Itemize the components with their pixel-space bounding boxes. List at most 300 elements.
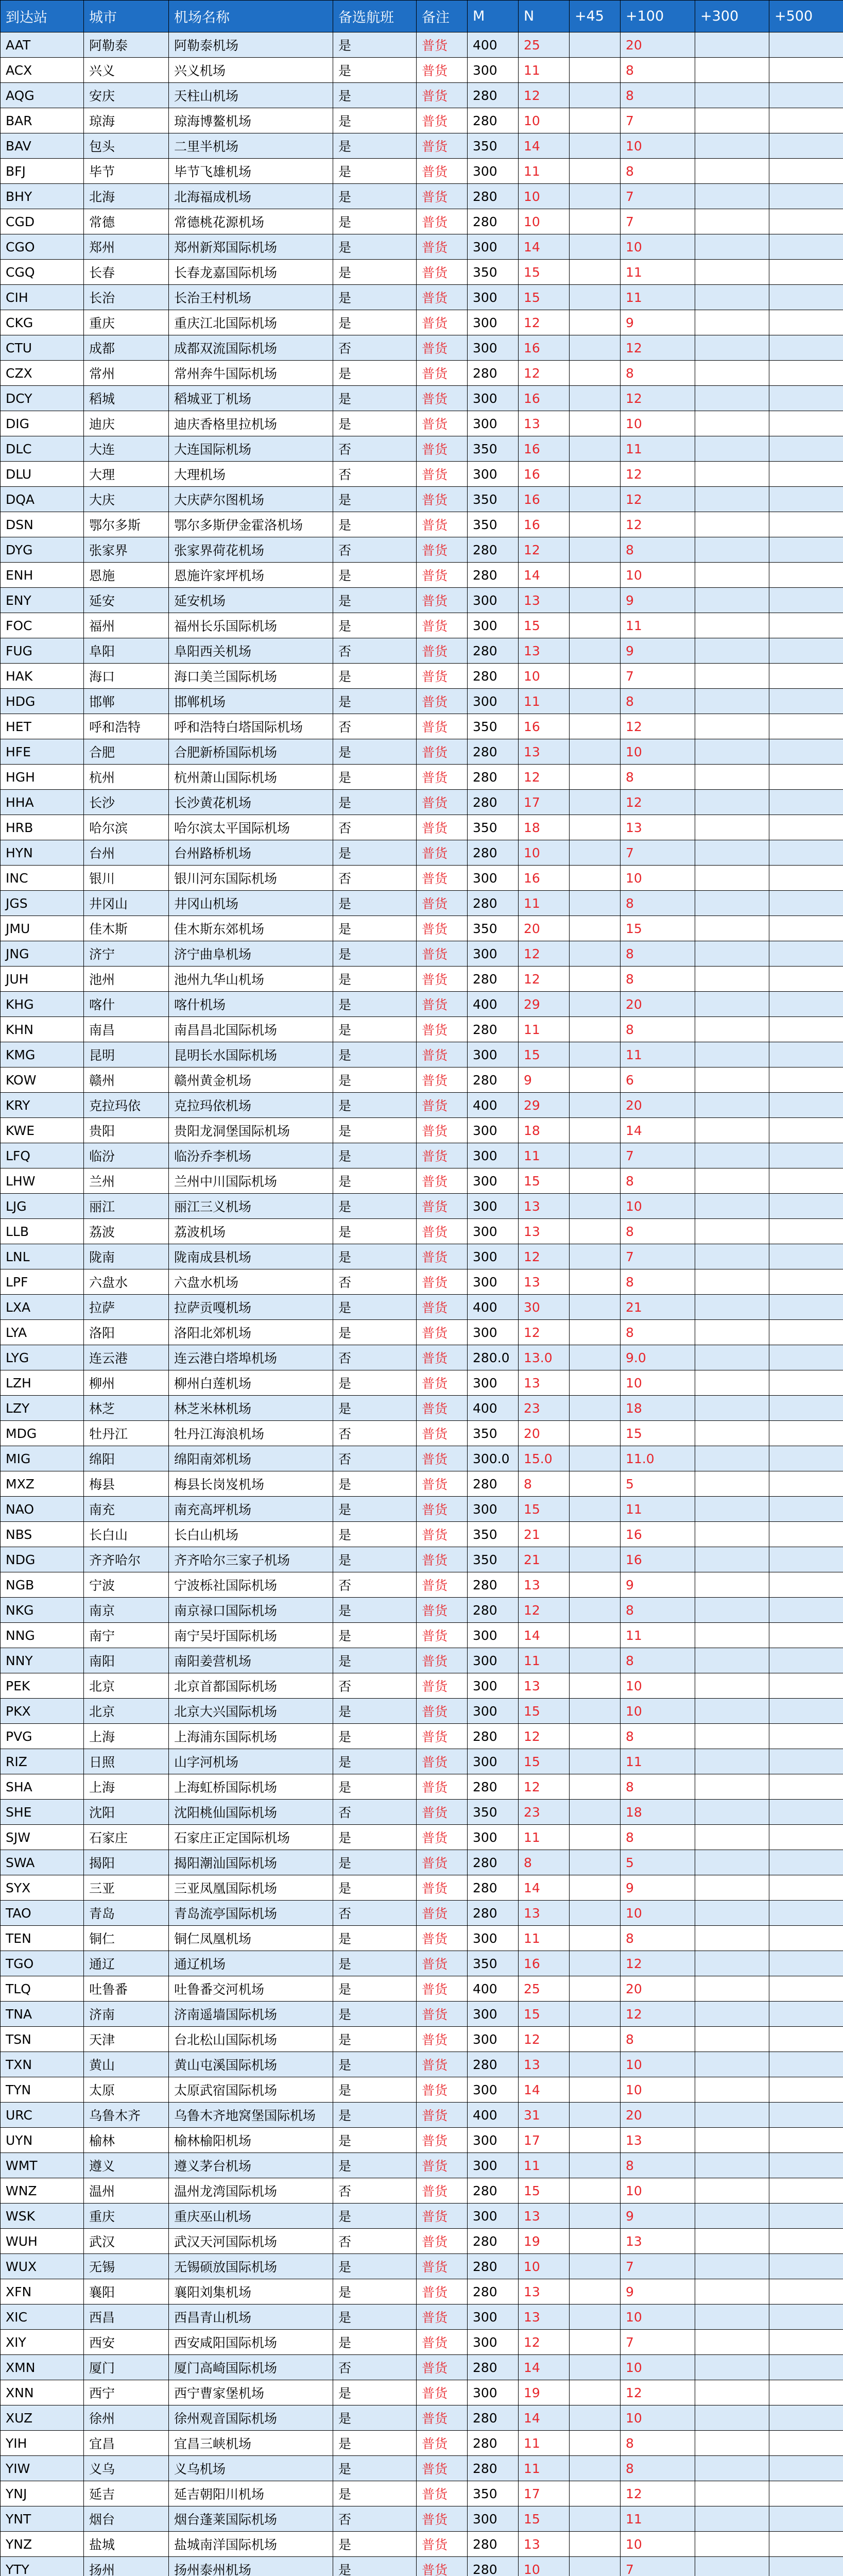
plus-45-cell[interactable] bbox=[570, 2103, 621, 2128]
airport-name-cell[interactable]: 郑州新郑国际机场 bbox=[169, 234, 333, 260]
n-cell[interactable]: 20 bbox=[519, 916, 570, 941]
remark-cell[interactable]: 普货 bbox=[417, 386, 468, 411]
m-cell[interactable]: 280 bbox=[468, 1572, 519, 1598]
remark-cell[interactable]: 普货 bbox=[417, 1017, 468, 1042]
arrival-code-cell[interactable]: HAK bbox=[1, 664, 84, 689]
city-cell[interactable]: 邯郸 bbox=[84, 689, 169, 714]
plus-500-cell[interactable] bbox=[769, 260, 843, 285]
n-cell[interactable]: 21 bbox=[519, 1522, 570, 1547]
n-cell[interactable]: 16 bbox=[519, 462, 570, 487]
airport-name-cell[interactable]: 柳州白莲机场 bbox=[169, 1370, 333, 1396]
plus-45-cell[interactable] bbox=[570, 2229, 621, 2254]
city-cell[interactable]: 佳木斯 bbox=[84, 916, 169, 941]
plus-500-cell[interactable] bbox=[769, 1724, 843, 1749]
remark-cell[interactable]: 普货 bbox=[417, 1522, 468, 1547]
plus-100-cell[interactable]: 8 bbox=[621, 1648, 695, 1673]
plus-100-cell[interactable]: 11 bbox=[621, 1042, 695, 1067]
m-cell[interactable]: 350 bbox=[468, 2481, 519, 2506]
city-cell[interactable]: 包头 bbox=[84, 133, 169, 159]
remark-cell[interactable]: 普货 bbox=[417, 260, 468, 285]
alternate-flight-cell[interactable]: 是 bbox=[333, 133, 417, 159]
table-row[interactable] bbox=[1, 1547, 843, 1572]
plus-100-cell[interactable]: 21 bbox=[621, 1295, 695, 1320]
n-cell[interactable]: 10 bbox=[519, 108, 570, 133]
alternate-flight-cell[interactable]: 否 bbox=[333, 1421, 417, 1446]
plus-300-cell[interactable] bbox=[695, 1951, 769, 1976]
plus-45-cell[interactable] bbox=[570, 1850, 621, 1875]
airport-name-cell[interactable]: 通辽机场 bbox=[169, 1951, 333, 1976]
city-cell[interactable]: 昆明 bbox=[84, 1042, 169, 1067]
city-cell[interactable]: 长治 bbox=[84, 285, 169, 310]
n-cell[interactable]: 13 bbox=[519, 1269, 570, 1295]
plus-500-cell[interactable] bbox=[769, 2077, 843, 2103]
n-cell[interactable]: 31 bbox=[519, 2103, 570, 2128]
remark-cell[interactable]: 普货 bbox=[417, 32, 468, 58]
airport-name-cell[interactable]: 揭阳潮汕国际机场 bbox=[169, 1850, 333, 1875]
table-row[interactable] bbox=[1, 1370, 843, 1396]
table-row[interactable] bbox=[1, 1219, 843, 1244]
remark-cell[interactable]: 普货 bbox=[417, 916, 468, 941]
airport-name-cell[interactable]: 北京首都国际机场 bbox=[169, 1673, 333, 1699]
m-cell[interactable]: 280 bbox=[468, 2178, 519, 2204]
table-row[interactable] bbox=[1, 1951, 843, 1976]
city-cell[interactable]: 哈尔滨 bbox=[84, 815, 169, 840]
remark-cell[interactable]: 普货 bbox=[417, 2405, 468, 2431]
plus-45-cell[interactable] bbox=[570, 1370, 621, 1396]
plus-45-cell[interactable] bbox=[570, 537, 621, 563]
table-row[interactable] bbox=[1, 184, 843, 209]
table-row[interactable] bbox=[1, 537, 843, 563]
table-row[interactable] bbox=[1, 411, 843, 436]
plus-45-cell[interactable] bbox=[570, 1421, 621, 1446]
m-cell[interactable]: 300 bbox=[468, 1269, 519, 1295]
plus-100-cell[interactable]: 15 bbox=[621, 1421, 695, 1446]
plus-500-cell[interactable] bbox=[769, 108, 843, 133]
arrival-code-cell[interactable]: AQG bbox=[1, 83, 84, 108]
plus-500-cell[interactable] bbox=[769, 2027, 843, 2052]
plus-300-cell[interactable] bbox=[695, 2229, 769, 2254]
plus-45-cell[interactable] bbox=[570, 1244, 621, 1269]
city-cell[interactable]: 厦门 bbox=[84, 2355, 169, 2380]
alternate-flight-cell[interactable]: 否 bbox=[333, 1673, 417, 1699]
alternate-flight-cell[interactable]: 是 bbox=[333, 2532, 417, 2557]
plus-300-cell[interactable] bbox=[695, 1926, 769, 1951]
plus-45-cell[interactable] bbox=[570, 1017, 621, 1042]
city-cell[interactable]: 重庆 bbox=[84, 310, 169, 335]
m-cell[interactable]: 400 bbox=[468, 992, 519, 1017]
alternate-flight-cell[interactable]: 否 bbox=[333, 1269, 417, 1295]
alternate-flight-cell[interactable]: 是 bbox=[333, 1143, 417, 1168]
remark-cell[interactable]: 普货 bbox=[417, 1194, 468, 1219]
arrival-code-cell[interactable]: YNZ bbox=[1, 2532, 84, 2557]
plus-300-cell[interactable] bbox=[695, 1850, 769, 1875]
city-cell[interactable]: 张家界 bbox=[84, 537, 169, 563]
n-cell[interactable]: 25 bbox=[519, 32, 570, 58]
n-cell[interactable]: 16 bbox=[519, 866, 570, 891]
plus-100-cell[interactable]: 20 bbox=[621, 1976, 695, 2002]
remark-cell[interactable]: 普货 bbox=[417, 2532, 468, 2557]
plus-300-cell[interactable] bbox=[695, 436, 769, 462]
m-cell[interactable]: 300 bbox=[468, 1194, 519, 1219]
arrival-code-cell[interactable]: KMG bbox=[1, 1042, 84, 1067]
n-cell[interactable]: 14 bbox=[519, 234, 570, 260]
arrival-code-cell[interactable]: KWE bbox=[1, 1118, 84, 1143]
plus-100-cell[interactable]: 20 bbox=[621, 992, 695, 1017]
plus-100-cell[interactable]: 10 bbox=[621, 563, 695, 588]
n-cell[interactable]: 16 bbox=[519, 714, 570, 739]
remark-cell[interactable]: 普货 bbox=[417, 1875, 468, 1901]
plus-300-cell[interactable] bbox=[695, 1572, 769, 1598]
plus-500-cell[interactable] bbox=[769, 1396, 843, 1421]
airport-name-cell[interactable]: 北海福成机场 bbox=[169, 184, 333, 209]
remark-cell[interactable]: 普货 bbox=[417, 840, 468, 866]
city-cell[interactable]: 稻城 bbox=[84, 386, 169, 411]
plus-100-cell[interactable]: 12 bbox=[621, 2481, 695, 2506]
remark-cell[interactable]: 普货 bbox=[417, 1370, 468, 1396]
alternate-flight-cell[interactable]: 是 bbox=[333, 487, 417, 512]
plus-500-cell[interactable] bbox=[769, 2304, 843, 2330]
plus-500-cell[interactable] bbox=[769, 866, 843, 891]
remark-cell[interactable]: 普货 bbox=[417, 1673, 468, 1699]
city-cell[interactable]: 长沙 bbox=[84, 790, 169, 815]
table-row[interactable] bbox=[1, 1396, 843, 1421]
table-row[interactable] bbox=[1, 1724, 843, 1749]
city-cell[interactable]: 洛阳 bbox=[84, 1320, 169, 1345]
table-row[interactable] bbox=[1, 1926, 843, 1951]
remark-cell[interactable]: 普货 bbox=[417, 361, 468, 386]
city-cell[interactable]: 池州 bbox=[84, 967, 169, 992]
n-cell[interactable]: 13 bbox=[519, 2304, 570, 2330]
city-cell[interactable]: 合肥 bbox=[84, 739, 169, 765]
plus-45-cell[interactable] bbox=[570, 512, 621, 537]
plus-100-cell[interactable]: 8 bbox=[621, 1598, 695, 1623]
airport-name-cell[interactable]: 延吉朝阳川机场 bbox=[169, 2481, 333, 2506]
m-cell[interactable]: 300 bbox=[468, 285, 519, 310]
plus-100-cell[interactable]: 12 bbox=[621, 714, 695, 739]
arrival-code-cell[interactable]: DIG bbox=[1, 411, 84, 436]
m-cell[interactable]: 350 bbox=[468, 815, 519, 840]
plus-100-cell[interactable]: 10 bbox=[621, 739, 695, 765]
airport-name-cell[interactable]: 南阳姜营机场 bbox=[169, 1648, 333, 1673]
plus-300-cell[interactable] bbox=[695, 1497, 769, 1522]
plus-45-cell[interactable] bbox=[570, 436, 621, 462]
plus-45-cell[interactable] bbox=[570, 1295, 621, 1320]
table-row[interactable] bbox=[1, 1850, 843, 1875]
m-cell[interactable]: 300 bbox=[468, 1673, 519, 1699]
alternate-flight-cell[interactable]: 是 bbox=[333, 664, 417, 689]
plus-500-cell[interactable] bbox=[769, 689, 843, 714]
table-row[interactable] bbox=[1, 108, 843, 133]
arrival-code-cell[interactable]: DSN bbox=[1, 512, 84, 537]
arrival-code-cell[interactable]: JMU bbox=[1, 916, 84, 941]
table-row[interactable] bbox=[1, 2052, 843, 2077]
plus-500-cell[interactable] bbox=[769, 1093, 843, 1118]
plus-100-cell[interactable]: 10 bbox=[621, 234, 695, 260]
alternate-flight-cell[interactable]: 是 bbox=[333, 108, 417, 133]
airport-name-cell[interactable]: 稻城亚丁机场 bbox=[169, 386, 333, 411]
m-cell[interactable]: 300 bbox=[468, 2128, 519, 2153]
airport-name-cell[interactable]: 荔波机场 bbox=[169, 1219, 333, 1244]
alternate-flight-cell[interactable]: 是 bbox=[333, 916, 417, 941]
alternate-flight-cell[interactable]: 否 bbox=[333, 1901, 417, 1926]
airport-name-cell[interactable]: 厦门高崎国际机场 bbox=[169, 2355, 333, 2380]
alternate-flight-cell[interactable]: 是 bbox=[333, 2380, 417, 2405]
alternate-flight-cell[interactable]: 是 bbox=[333, 411, 417, 436]
remark-cell[interactable]: 普货 bbox=[417, 1774, 468, 1800]
table-row[interactable] bbox=[1, 2204, 843, 2229]
n-cell[interactable]: 12 bbox=[519, 941, 570, 967]
arrival-code-cell[interactable]: NKG bbox=[1, 1598, 84, 1623]
n-cell[interactable]: 12 bbox=[519, 537, 570, 563]
plus-300-cell[interactable] bbox=[695, 2027, 769, 2052]
plus-45-cell[interactable] bbox=[570, 2077, 621, 2103]
plus-300-cell[interactable] bbox=[695, 108, 769, 133]
airport-name-cell[interactable]: 济南遥墙国际机场 bbox=[169, 2002, 333, 2027]
plus-45-cell[interactable] bbox=[570, 866, 621, 891]
city-cell[interactable]: 长春 bbox=[84, 260, 169, 285]
plus-300-cell[interactable] bbox=[695, 638, 769, 664]
plus-300-cell[interactable] bbox=[695, 133, 769, 159]
arrival-code-cell[interactable]: BHY bbox=[1, 184, 84, 209]
arrival-code-cell[interactable]: LYA bbox=[1, 1320, 84, 1345]
m-cell[interactable]: 300 bbox=[468, 335, 519, 361]
city-cell[interactable]: 乌鲁木齐 bbox=[84, 2103, 169, 2128]
plus-300-cell[interactable] bbox=[695, 2481, 769, 2506]
plus-500-cell[interactable] bbox=[769, 815, 843, 840]
table-row[interactable] bbox=[1, 941, 843, 967]
plus-500-cell[interactable] bbox=[769, 1017, 843, 1042]
plus-300-cell[interactable] bbox=[695, 2103, 769, 2128]
n-cell[interactable]: 15.0 bbox=[519, 1446, 570, 1471]
plus-45-cell[interactable] bbox=[570, 1598, 621, 1623]
remark-cell[interactable]: 普货 bbox=[417, 1421, 468, 1446]
city-cell[interactable]: 徐州 bbox=[84, 2405, 169, 2431]
n-cell[interactable]: 30 bbox=[519, 1295, 570, 1320]
arrival-code-cell[interactable]: YNJ bbox=[1, 2481, 84, 2506]
city-cell[interactable]: 济宁 bbox=[84, 941, 169, 967]
arrival-code-cell[interactable]: NDG bbox=[1, 1547, 84, 1572]
plus-100-cell[interactable]: 10 bbox=[621, 2178, 695, 2204]
m-cell[interactable]: 400 bbox=[468, 2103, 519, 2128]
plus-100-cell[interactable]: 9 bbox=[621, 310, 695, 335]
plus-100-cell[interactable]: 10 bbox=[621, 133, 695, 159]
city-cell[interactable]: 吐鲁番 bbox=[84, 1976, 169, 2002]
plus-45-cell[interactable] bbox=[570, 487, 621, 512]
m-cell[interactable]: 300 bbox=[468, 2077, 519, 2103]
table-row[interactable] bbox=[1, 58, 843, 83]
alternate-flight-cell[interactable]: 是 bbox=[333, 2456, 417, 2481]
airport-name-cell[interactable]: 太原武宿国际机场 bbox=[169, 2077, 333, 2103]
arrival-code-cell[interactable]: CGD bbox=[1, 209, 84, 234]
table-row[interactable] bbox=[1, 310, 843, 335]
table-row[interactable] bbox=[1, 1118, 843, 1143]
plus-500-cell[interactable] bbox=[769, 2178, 843, 2204]
table-row[interactable] bbox=[1, 386, 843, 411]
arrival-code-cell[interactable]: JNG bbox=[1, 941, 84, 967]
plus-300-cell[interactable] bbox=[695, 234, 769, 260]
arrival-code-cell[interactable]: SHE bbox=[1, 1800, 84, 1825]
airport-name-cell[interactable]: 徐州观音国际机场 bbox=[169, 2405, 333, 2431]
arrival-code-cell[interactable]: TSN bbox=[1, 2027, 84, 2052]
table-row[interactable] bbox=[1, 1320, 843, 1345]
plus-500-cell[interactable] bbox=[769, 32, 843, 58]
plus-300-cell[interactable] bbox=[695, 310, 769, 335]
airport-name-cell[interactable]: 阜阳西关机场 bbox=[169, 638, 333, 664]
alternate-flight-cell[interactable]: 是 bbox=[333, 2431, 417, 2456]
airport-name-cell[interactable]: 佳木斯东郊机场 bbox=[169, 916, 333, 941]
airport-name-cell[interactable]: 南宁吴圩国际机场 bbox=[169, 1623, 333, 1648]
alternate-flight-cell[interactable]: 是 bbox=[333, 361, 417, 386]
remark-cell[interactable]: 普货 bbox=[417, 1244, 468, 1269]
plus-100-cell[interactable]: 11 bbox=[621, 2506, 695, 2532]
plus-45-cell[interactable] bbox=[570, 815, 621, 840]
plus-500-cell[interactable] bbox=[769, 916, 843, 941]
airport-name-cell[interactable]: 山字河机场 bbox=[169, 1749, 333, 1774]
airport-name-cell[interactable]: 海口美兰国际机场 bbox=[169, 664, 333, 689]
plus-500-cell[interactable] bbox=[769, 1269, 843, 1295]
plus-100-cell[interactable]: 14 bbox=[621, 1118, 695, 1143]
airport-name-cell[interactable]: 梅县长岗岌机场 bbox=[169, 1471, 333, 1497]
alternate-flight-cell[interactable]: 否 bbox=[333, 2229, 417, 2254]
airport-name-cell[interactable]: 井冈山机场 bbox=[169, 891, 333, 916]
alternate-flight-cell[interactable]: 是 bbox=[333, 1648, 417, 1673]
m-cell[interactable]: 280 bbox=[468, 184, 519, 209]
plus-300-cell[interactable] bbox=[695, 285, 769, 310]
plus-100-cell[interactable]: 15 bbox=[621, 916, 695, 941]
airport-name-cell[interactable]: 温州龙湾国际机场 bbox=[169, 2178, 333, 2204]
city-cell[interactable]: 南京 bbox=[84, 1598, 169, 1623]
plus-300-cell[interactable] bbox=[695, 159, 769, 184]
plus-100-cell[interactable]: 12 bbox=[621, 487, 695, 512]
m-cell[interactable]: 300 bbox=[468, 1219, 519, 1244]
plus-45-cell[interactable] bbox=[570, 1926, 621, 1951]
plus-300-cell[interactable] bbox=[695, 588, 769, 613]
table-row[interactable] bbox=[1, 2456, 843, 2481]
n-cell[interactable]: 13 bbox=[519, 2532, 570, 2557]
m-cell[interactable]: 300 bbox=[468, 1648, 519, 1673]
plus-300-cell[interactable] bbox=[695, 563, 769, 588]
alternate-flight-cell[interactable]: 否 bbox=[333, 537, 417, 563]
arrival-code-cell[interactable]: LZY bbox=[1, 1396, 84, 1421]
m-cell[interactable]: 300 bbox=[468, 1244, 519, 1269]
alternate-flight-cell[interactable]: 是 bbox=[333, 613, 417, 638]
table-row[interactable] bbox=[1, 1699, 843, 1724]
plus-500-cell[interactable] bbox=[769, 1749, 843, 1774]
arrival-code-cell[interactable]: BAV bbox=[1, 133, 84, 159]
plus-100-cell[interactable]: 11 bbox=[621, 285, 695, 310]
remark-cell[interactable]: 普货 bbox=[417, 2229, 468, 2254]
plus-45-cell[interactable] bbox=[570, 1067, 621, 1093]
table-row[interactable] bbox=[1, 891, 843, 916]
city-cell[interactable]: 拉萨 bbox=[84, 1295, 169, 1320]
arrival-code-cell[interactable]: BAR bbox=[1, 108, 84, 133]
alternate-flight-cell[interactable]: 是 bbox=[333, 2481, 417, 2506]
table-row[interactable] bbox=[1, 1749, 843, 1774]
alternate-flight-cell[interactable]: 是 bbox=[333, 891, 417, 916]
plus-500-cell[interactable] bbox=[769, 411, 843, 436]
column-header-plus-300[interactable]: +300 bbox=[695, 1, 769, 32]
plus-100-cell[interactable]: 8 bbox=[621, 891, 695, 916]
remark-cell[interactable]: 普货 bbox=[417, 2506, 468, 2532]
plus-100-cell[interactable]: 8 bbox=[621, 2431, 695, 2456]
plus-500-cell[interactable] bbox=[769, 234, 843, 260]
city-cell[interactable]: 林芝 bbox=[84, 1396, 169, 1421]
plus-300-cell[interactable] bbox=[695, 866, 769, 891]
plus-100-cell[interactable]: 13 bbox=[621, 2128, 695, 2153]
plus-45-cell[interactable] bbox=[570, 1168, 621, 1194]
m-cell[interactable]: 300 bbox=[468, 462, 519, 487]
plus-45-cell[interactable] bbox=[570, 2153, 621, 2178]
n-cell[interactable]: 29 bbox=[519, 992, 570, 1017]
alternate-flight-cell[interactable]: 是 bbox=[333, 184, 417, 209]
table-row[interactable] bbox=[1, 1774, 843, 1800]
arrival-code-cell[interactable]: NBS bbox=[1, 1522, 84, 1547]
table-row[interactable] bbox=[1, 2279, 843, 2304]
remark-cell[interactable]: 普货 bbox=[417, 2027, 468, 2052]
alternate-flight-cell[interactable]: 是 bbox=[333, 260, 417, 285]
remark-cell[interactable]: 普货 bbox=[417, 1800, 468, 1825]
table-row[interactable] bbox=[1, 436, 843, 462]
remark-cell[interactable]: 普货 bbox=[417, 184, 468, 209]
remark-cell[interactable]: 普货 bbox=[417, 1471, 468, 1497]
m-cell[interactable]: 300 bbox=[468, 58, 519, 83]
n-cell[interactable]: 11 bbox=[519, 2153, 570, 2178]
n-cell[interactable]: 10 bbox=[519, 209, 570, 234]
alternate-flight-cell[interactable]: 是 bbox=[333, 1749, 417, 1774]
remark-cell[interactable]: 普货 bbox=[417, 1143, 468, 1168]
city-cell[interactable]: 丽江 bbox=[84, 1194, 169, 1219]
plus-300-cell[interactable] bbox=[695, 2204, 769, 2229]
remark-cell[interactable]: 普货 bbox=[417, 1598, 468, 1623]
table-row[interactable] bbox=[1, 2128, 843, 2153]
plus-300-cell[interactable] bbox=[695, 2405, 769, 2431]
alternate-flight-cell[interactable]: 是 bbox=[333, 1850, 417, 1875]
m-cell[interactable]: 300 bbox=[468, 2153, 519, 2178]
n-cell[interactable]: 15 bbox=[519, 285, 570, 310]
plus-45-cell[interactable] bbox=[570, 1673, 621, 1699]
plus-100-cell[interactable]: 20 bbox=[621, 32, 695, 58]
n-cell[interactable]: 11 bbox=[519, 1143, 570, 1168]
remark-cell[interactable]: 普货 bbox=[417, 1623, 468, 1648]
alternate-flight-cell[interactable]: 是 bbox=[333, 1774, 417, 1800]
arrival-code-cell[interactable]: FUG bbox=[1, 638, 84, 664]
alternate-flight-cell[interactable]: 是 bbox=[333, 1724, 417, 1749]
arrival-code-cell[interactable]: HDG bbox=[1, 689, 84, 714]
plus-500-cell[interactable] bbox=[769, 1244, 843, 1269]
m-cell[interactable]: 350 bbox=[468, 487, 519, 512]
remark-cell[interactable]: 普货 bbox=[417, 1093, 468, 1118]
plus-100-cell[interactable]: 8 bbox=[621, 1269, 695, 1295]
city-cell[interactable]: 大连 bbox=[84, 436, 169, 462]
plus-45-cell[interactable] bbox=[570, 2481, 621, 2506]
table-row[interactable] bbox=[1, 1244, 843, 1269]
plus-300-cell[interactable] bbox=[695, 209, 769, 234]
city-cell[interactable]: 南昌 bbox=[84, 1017, 169, 1042]
alternate-flight-cell[interactable]: 是 bbox=[333, 1471, 417, 1497]
city-cell[interactable]: 太原 bbox=[84, 2077, 169, 2103]
arrival-code-cell[interactable]: HRB bbox=[1, 815, 84, 840]
table-row[interactable] bbox=[1, 335, 843, 361]
m-cell[interactable]: 400 bbox=[468, 1093, 519, 1118]
m-cell[interactable]: 300 bbox=[468, 1118, 519, 1143]
plus-500-cell[interactable] bbox=[769, 1976, 843, 2002]
city-cell[interactable]: 北海 bbox=[84, 184, 169, 209]
plus-500-cell[interactable] bbox=[769, 285, 843, 310]
city-cell[interactable]: 贵阳 bbox=[84, 1118, 169, 1143]
arrival-code-cell[interactable]: XUZ bbox=[1, 2405, 84, 2431]
plus-300-cell[interactable] bbox=[695, 411, 769, 436]
m-cell[interactable]: 300.0 bbox=[468, 1446, 519, 1471]
